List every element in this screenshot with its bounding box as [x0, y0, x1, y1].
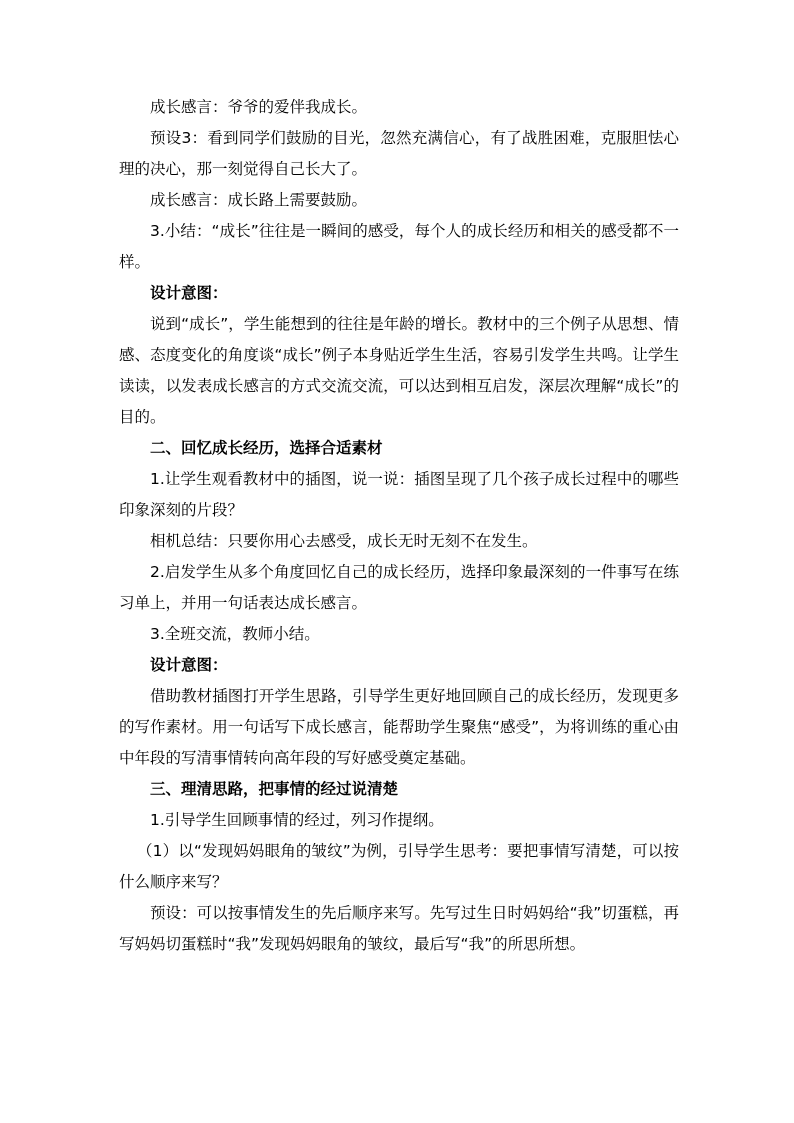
- design-intent-heading-1: 设计意图：: [150, 284, 228, 302]
- paragraph-6: 说到“成长”，学生能想到的往往是年龄的增长。教材中的三个例子从思想、情感、态度变化的角度谈“成长”例子本身贴近学生生活，容易引发学生共鸣。让学生读读，以发表成长感言的方式交流交流，可以达到相互启发，深层次理解“成长”的目的。: [119, 315, 679, 426]
- design-intent-heading-2: 设计意图：: [150, 656, 228, 674]
- document-body: [119, 92, 679, 960]
- section-heading-2: 二、回忆成长经历，选择合适素材: [150, 439, 383, 457]
- paragraph-15: 1.引导学生回顾事情的经过，列习作提纲。: [150, 811, 444, 829]
- paragraph-2: 预设3：看到同学们鼓励的目光，忽然充满信心，有了战胜困难，克服胆怯心理的决心，那一刻觉得自己长大了。: [119, 129, 679, 178]
- paragraph-10: 2.启发学生从多个角度回忆自己的成长经历，选择印象最深刻的一件事写在练习单上，并用一句话表达成长感言。: [119, 563, 679, 612]
- paragraph-1: 成长感言：爷爷的爱伴我成长。: [150, 98, 368, 116]
- paragraph-4: 3.小结：“成长”往往是一瞬间的感受，每个人的成长经历和相关的感受都不一样。: [119, 222, 679, 271]
- paragraph-8: 1.让学生观看教材中的插图，说一说：插图呈现了几个孩子成长过程中的哪些印象深刻的片段？: [119, 470, 679, 519]
- paragraph-3: 成长感言：成长路上需要鼓励。: [150, 191, 368, 209]
- section-heading-3: 三、理清思路，把事情的经过说清楚: [150, 780, 399, 798]
- paragraph-9: 相机总结：只要你用心去感受，成长无时无刻不在发生。: [150, 532, 538, 550]
- paragraph-17: 预设：可以按事情发生的先后顺序来写。先写过生日时妈妈给“我”切蛋糕，再写妈妈切蛋糕时“我”发现妈妈眼角的皱纹，最后写“我”的所思所想。: [119, 904, 679, 953]
- paragraph-16: （1）以“发现妈妈眼角的皱纹”为例，引导学生思考：要把事情写清楚，可以按什么顺序来写？: [119, 842, 679, 891]
- paragraph-11: 3.全班交流，教师小结。: [150, 625, 320, 643]
- paragraph-13: 借助教材插图打开学生思路，引导学生更好地回顾自己的成长经历，发现更多的写作素材。用一句话写下成长感言，能帮助学生聚焦“感受”，为将训练的重心由中年段的写清事情转向高年段的写好感受奠定基础。: [119, 687, 679, 767]
